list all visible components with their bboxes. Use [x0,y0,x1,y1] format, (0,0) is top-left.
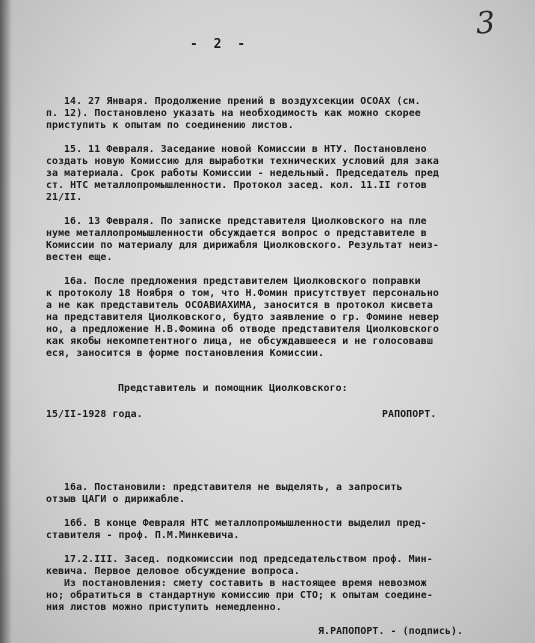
text-line: еся, заносится в форме постановления Комиссии. [46,348,325,359]
text-line: 21/II. [46,192,83,203]
text-line: но, а предложение Н.В.Фомина об отводе представителя Циолковского [46,324,439,335]
text-line: нуме металлопромышленности обсуждается вопрос о представителе в [46,228,427,239]
text-line: Представитель и помощник Циолковского: [118,383,348,394]
text-line: РАПОПОРТ. [382,409,437,420]
text-line: создать новую Комиссию для выработки технических условий для зака [46,156,439,167]
text-line: 16а. Постановили: представителя не выделять, а запросить [64,482,403,493]
text-line: на представителя Циолковского, будто заявление о гр. Фомине невер [46,312,439,323]
handwritten-page-mark: 3 [474,5,497,42]
text-line: 14. 27 Января. Продолжение прений в воздухсекции ОСОАХ (см. [64,96,421,107]
text-line: 15. 11 Февраля. Заседание новой Комиссии в НТУ. Постановлено [64,144,427,155]
scan-edge-shadow [0,0,12,643]
text-line: 15/II-1928 года. [46,409,143,420]
text-line: 16а. После предложения представителем Циолковского поправки [64,276,421,287]
text-line: ставителя - проф. П.М.Минкевича. [46,530,240,541]
text-line: кевича. Первое деловое обсуждение вопроса. [46,566,300,577]
text-line: п. 12). Постановлено указать на необходимость как можно скорее [46,108,421,119]
page-number: - 2 - [190,37,250,52]
text-line: ния листов можно приступить немедленно. [46,602,282,613]
text-line: как якобы некомпетентного лица, не обсуждавшееся и не голосовавш [46,336,433,347]
text-line: а не как представитель ОСОАВИАХИМА, заносится в протокол кисвета [46,300,433,311]
text-line: за материала. Срок работы Комиссии - недельный. Председатель пред [46,168,439,179]
text-line: ст. НТС металлопромышленности. Протокол засед. кол. 11.II готов [46,180,427,191]
text-line: 16. 13 Февраля. По записке представителя Циолковского на пле [64,216,427,227]
text-line: к протоколу 18 Ноября о том, что Н.Фомин присутствует персонально [46,288,439,299]
text-line: Комиссии по материалу для дирижабля Циолковского. Результат неиз- [46,240,439,251]
text-line: отзыв ЦАГИ о дирижабле. [46,494,186,505]
text-line: вестен еще. [46,252,113,263]
text-line: Из постановления: смету составить в настоящее время невозмож [64,578,427,589]
text-line: приступить к опытам по соединению листов. [46,120,294,131]
text-line: Я.РАПОПОРТ. - (подпись). [318,626,464,637]
text-line: 17.2.III. Засед. подкомиссии под председательством проф. Мин- [64,554,433,565]
text-line: но; обратиться в стандартную комиссию при СТО; к опытам соедине- [46,590,433,601]
text-line: 16б. В конце Февраля НТС металлопромышленности выделил пред- [64,518,427,529]
